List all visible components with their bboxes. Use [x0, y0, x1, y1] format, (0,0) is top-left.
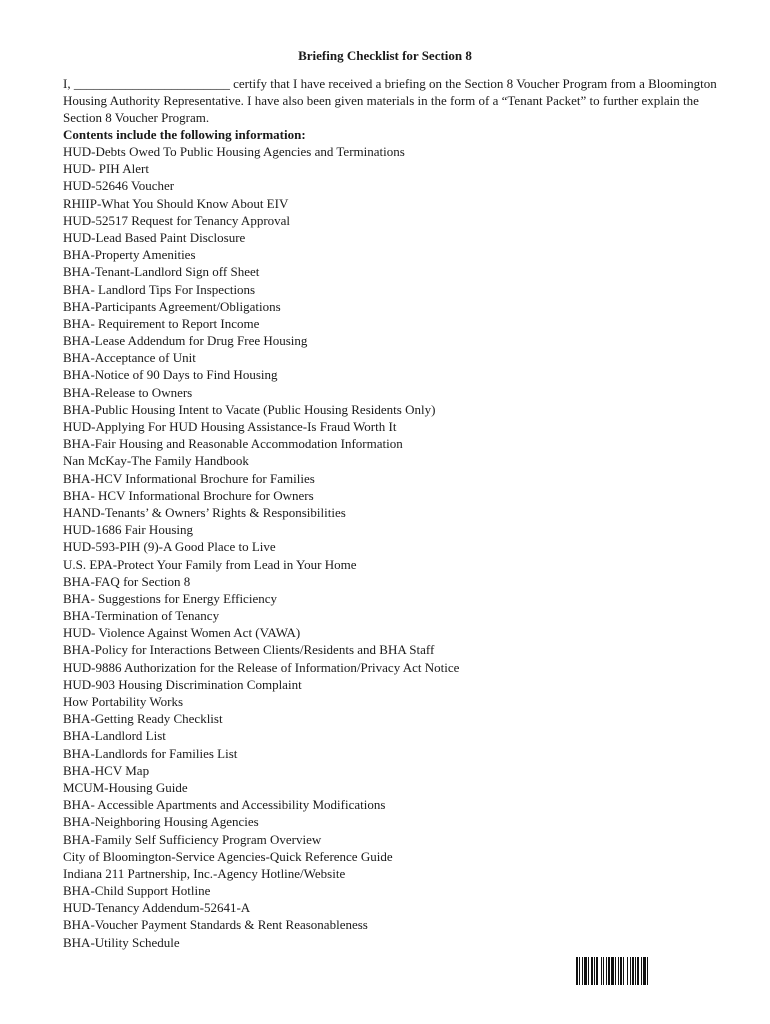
list-item: HAND-Tenants’ & Owners’ Rights & Responsibilities	[63, 504, 346, 520]
list-item: BHA-Child Support Hotline	[63, 883, 211, 899]
list-item: U.S. EPA-Protect Your Family from Lead in Your Home	[63, 556, 357, 572]
list-item: BHA-Property Amenities	[63, 247, 196, 263]
document-title: Briefing Checklist for Section 8	[298, 48, 472, 63]
contents-heading: Contents include the following information:	[63, 127, 306, 142]
list-item: BHA-Tenant-Landlord Sign off Sheet	[63, 264, 260, 280]
certification-statement: I, ________________________ certify that I have received a briefing on the Section 8 Voucher Program from a Bloomington Housing Authority Representative. I have also been given materials in the form of a “Tenant Packet” to further explain the Section 8 Voucher Program.	[63, 76, 717, 125]
list-item: BHA- Landlord Tips For Inspections	[63, 281, 256, 297]
list-item: HUD-Applying For HUD Housing Assistance-Is Fraud Worth It	[63, 419, 397, 434]
list-item: BHA-Family Self Sufficiency Program Overview	[63, 831, 322, 847]
list-item: BHA-Acceptance of Unit	[63, 350, 196, 366]
list-item: BHA-HCV Informational Brochure for Families	[63, 470, 315, 486]
list-item: BHA- Suggestions for Energy Efficiency	[63, 590, 277, 606]
list-item: HUD-1686 Fair Housing	[63, 522, 193, 538]
list-item: HUD-52646 Voucher	[63, 178, 175, 194]
list-item: RHIIP-What You Should Know About EIV	[63, 195, 289, 211]
list-item: BHA-FAQ for Section 8	[63, 573, 191, 589]
list-item: City of Bloomington-Service Agencies-Quick Reference Guide	[63, 848, 393, 864]
list-item: Indiana 211 Partnership, Inc.-Agency Hotline/Website	[63, 865, 346, 881]
list-item: HUD-52517 Request for Tenancy Approval	[63, 212, 291, 228]
list-item: BHA- Accessible Apartments and Accessibility Modifications	[63, 797, 386, 813]
list-item: BHA-Fair Housing and Reasonable Accommodation Information	[63, 436, 403, 452]
list-item: BHA-Termination of Tenancy	[63, 608, 220, 624]
list-item: HUD-Tenancy Addendum-52641-A	[63, 900, 251, 916]
list-item: HUD-Debts Owed To Public Housing Agencies and Terminations	[63, 144, 405, 159]
list-item: BHA-Voucher Payment Standards & Rent Reasonableness	[63, 917, 368, 933]
list-item: HUD-903 Housing Discrimination Complaint	[63, 676, 302, 692]
materials-list	[63, 143, 459, 951]
list-item: BHA-Participants Agreement/Obligations	[63, 298, 281, 314]
list-item: HUD- PIH Alert	[63, 161, 149, 177]
barcode-icon	[576, 957, 648, 985]
list-item: BHA-HCV Map	[63, 762, 150, 778]
list-item: BHA- Requirement to Report Income	[63, 315, 260, 331]
list-item: BHA-Lease Addendum for Drug Free Housing	[63, 333, 308, 349]
list-item: HUD- Violence Against Women Act (VAWA)	[63, 625, 301, 641]
list-item: BHA-Notice of 90 Days to Find Housing	[63, 367, 278, 383]
list-item: MCUM-Housing Guide	[63, 779, 188, 795]
list-item: BHA-Getting Ready Checklist	[63, 711, 223, 727]
list-item: HUD-593-PIH (9)-A Good Place to Live	[63, 539, 276, 555]
list-item: BHA-Public Housing Intent to Vacate (Public Housing Residents Only)	[63, 401, 436, 417]
list-item: BHA-Utility Schedule	[63, 934, 180, 950]
list-item: BHA-Landlords for Families List	[63, 745, 238, 761]
list-item: Nan McKay-The Family Handbook	[63, 453, 249, 469]
list-item: BHA-Landlord List	[63, 728, 166, 744]
list-item: BHA-Policy for Interactions Between Clients/Residents and BHA Staff	[63, 642, 435, 658]
list-item: HUD-Lead Based Paint Disclosure	[63, 229, 246, 245]
list-item: BHA-Release to Owners	[63, 384, 193, 400]
list-item: How Portability Works	[63, 694, 184, 709]
list-item: BHA- HCV Informational Brochure for Owners	[63, 487, 314, 503]
list-item: BHA-Neighboring Housing Agencies	[63, 814, 259, 830]
list-item: HUD-9886 Authorization for the Release of Information/Privacy Act Notice	[63, 659, 460, 675]
